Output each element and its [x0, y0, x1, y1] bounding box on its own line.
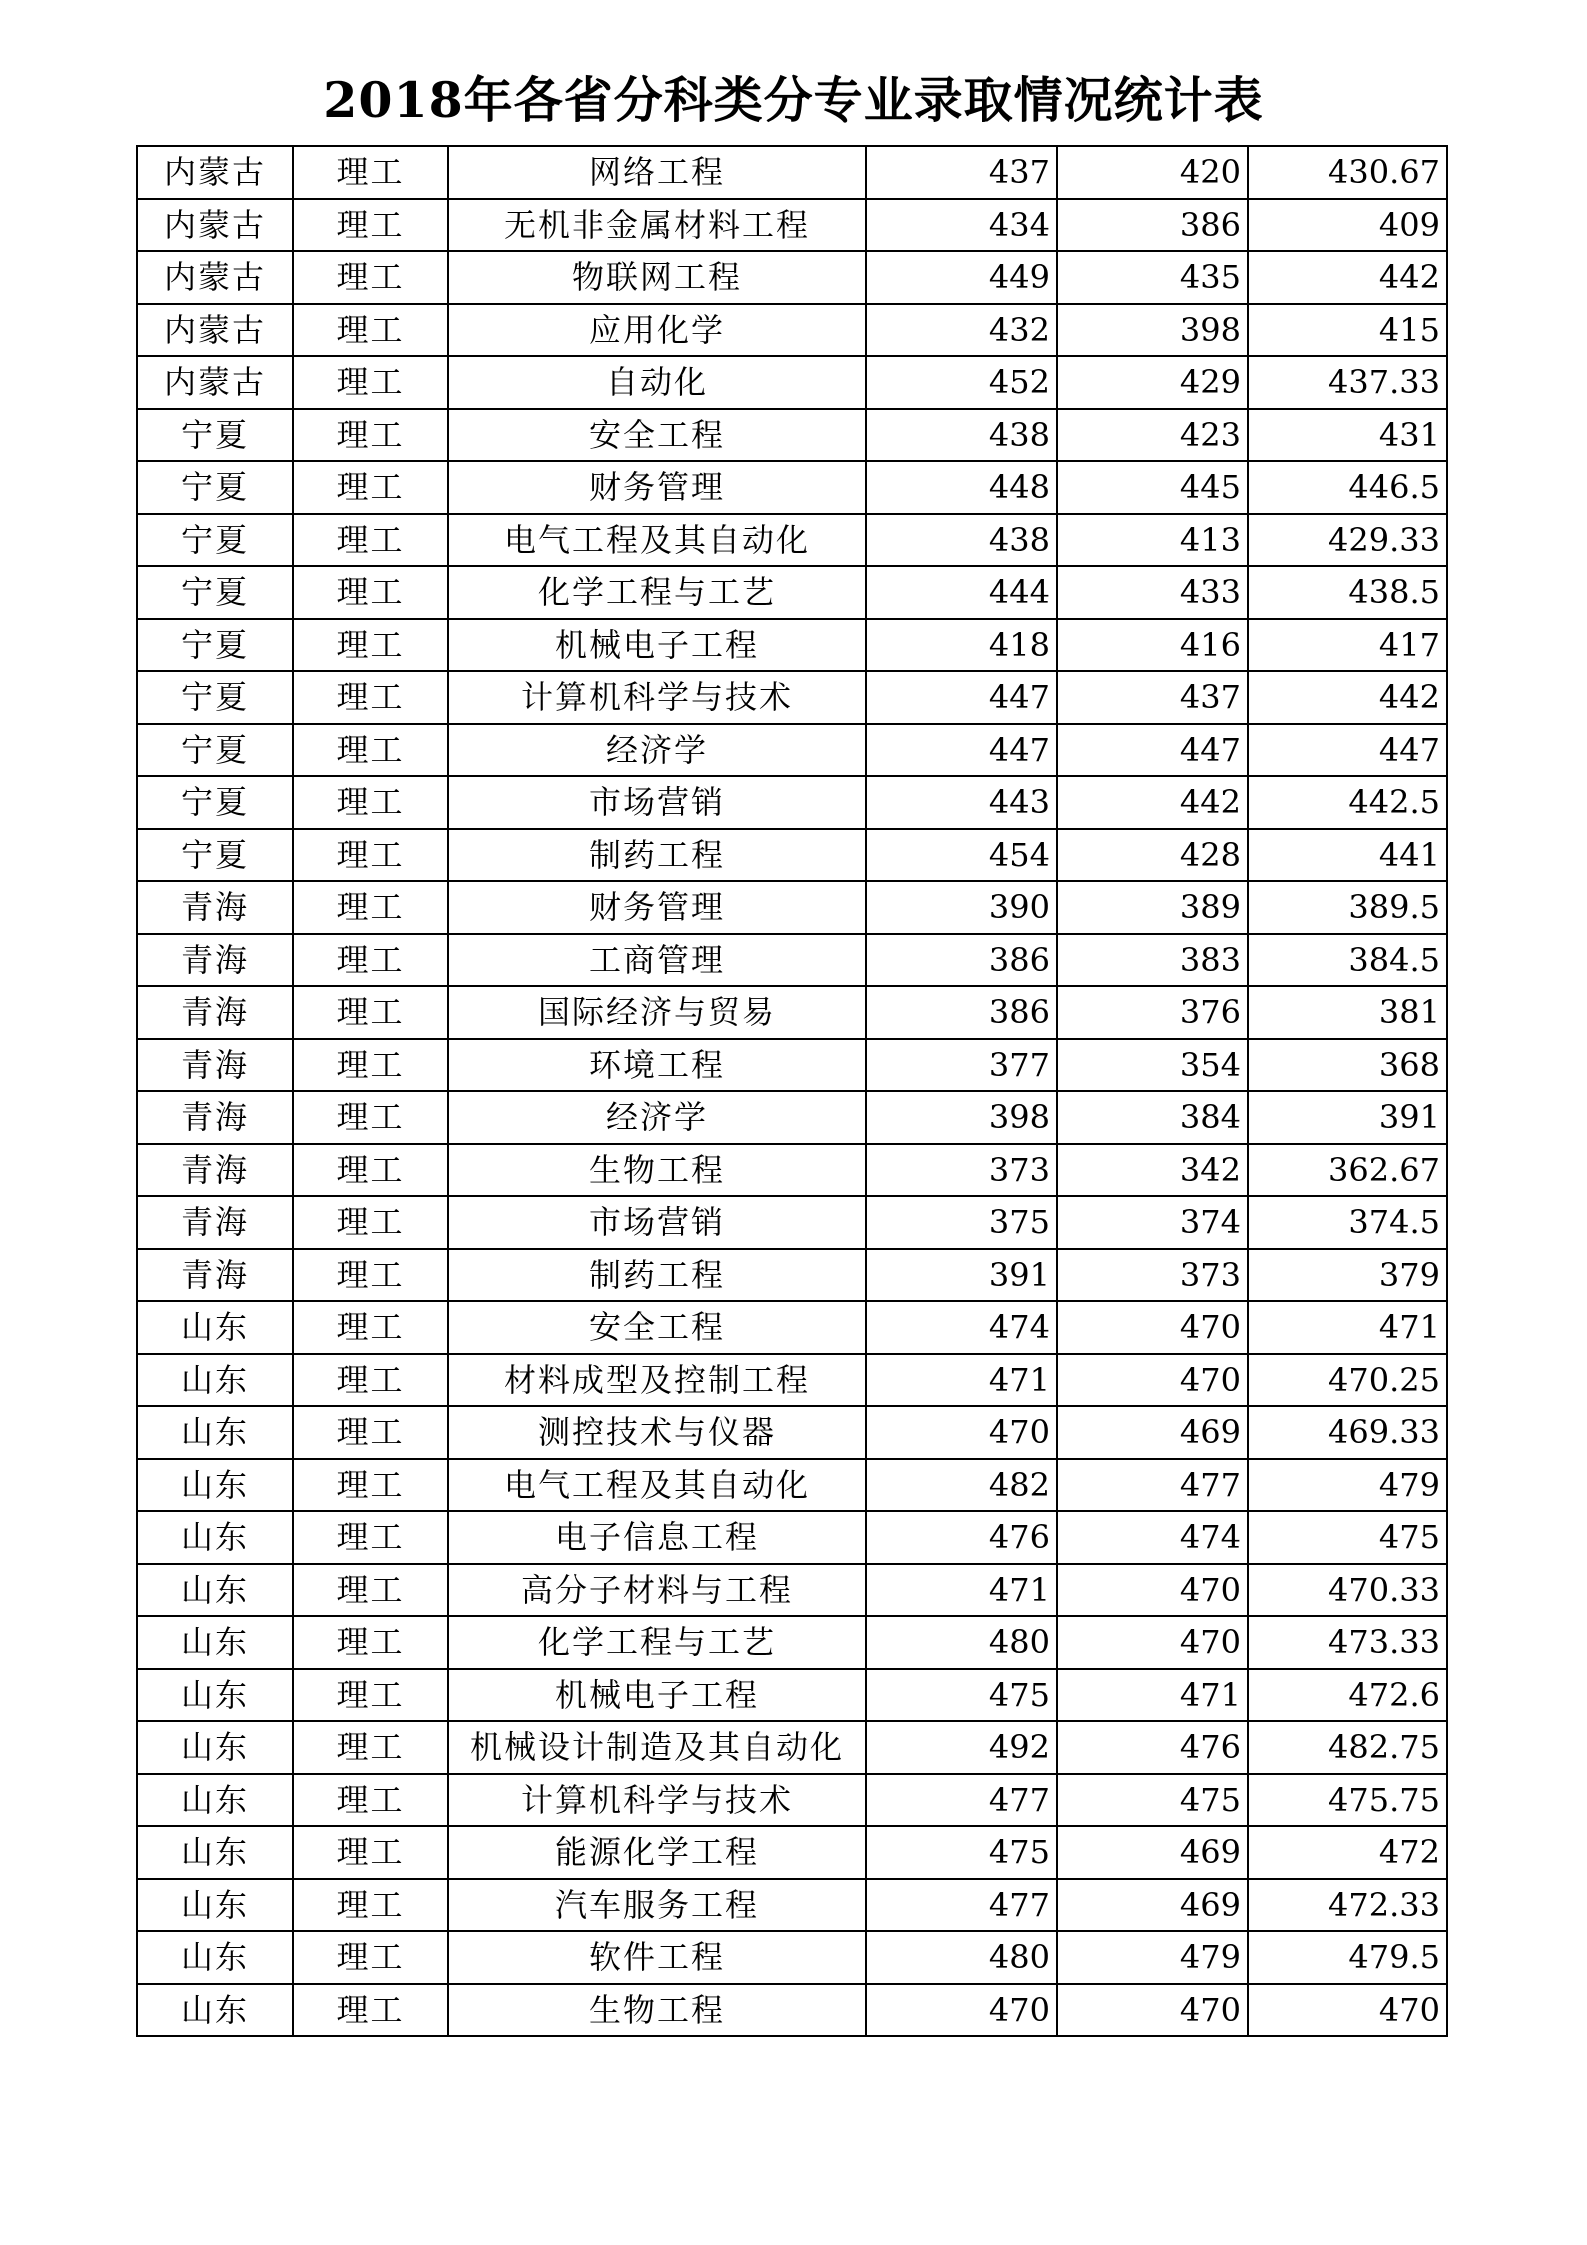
- max-score-cell: 480: [866, 1616, 1057, 1669]
- category-cell: 理工: [293, 1511, 448, 1564]
- min-score-cell: 470: [1057, 1616, 1248, 1669]
- major-cell: 安全工程: [448, 409, 866, 462]
- major-cell: 市场营销: [448, 776, 866, 829]
- avg-score-cell: 417: [1248, 619, 1447, 672]
- max-score-cell: 444: [866, 566, 1057, 619]
- major-cell: 财务管理: [448, 881, 866, 934]
- table-row: [137, 671, 1447, 724]
- category-cell: 理工: [293, 199, 448, 252]
- max-score-cell: 377: [866, 1039, 1057, 1092]
- max-score-cell: 390: [866, 881, 1057, 934]
- major-cell: 材料成型及控制工程: [448, 1354, 866, 1407]
- avg-score-cell: 469.33: [1248, 1406, 1447, 1459]
- table-row: [137, 619, 1447, 672]
- table-row: [137, 724, 1447, 777]
- avg-score-cell: 479.5: [1248, 1931, 1447, 1984]
- avg-score-cell: 447: [1248, 724, 1447, 777]
- major-cell: 环境工程: [448, 1039, 866, 1092]
- category-cell: 理工: [293, 1669, 448, 1722]
- min-score-cell: 470: [1057, 1354, 1248, 1407]
- min-score-cell: 470: [1057, 1301, 1248, 1354]
- table-row: [137, 1669, 1447, 1722]
- table-row: [137, 1039, 1447, 1092]
- table-row: [137, 1984, 1447, 2037]
- table-row: [137, 1249, 1447, 1302]
- province-cell: 山东: [137, 1879, 293, 1932]
- max-score-cell: 474: [866, 1301, 1057, 1354]
- major-cell: 财务管理: [448, 461, 866, 514]
- category-cell: 理工: [293, 1774, 448, 1827]
- max-score-cell: 448: [866, 461, 1057, 514]
- category-cell: 理工: [293, 304, 448, 357]
- major-cell: 生物工程: [448, 1984, 866, 2037]
- province-cell: 山东: [137, 1354, 293, 1407]
- min-score-cell: 479: [1057, 1931, 1248, 1984]
- table-row: [137, 514, 1447, 567]
- avg-score-cell: 430.67: [1248, 146, 1447, 199]
- avg-score-cell: 431: [1248, 409, 1447, 462]
- table-row: [137, 1879, 1447, 1932]
- province-cell: 宁夏: [137, 724, 293, 777]
- major-cell: 制药工程: [448, 829, 866, 882]
- province-cell: 宁夏: [137, 566, 293, 619]
- table-row: [137, 986, 1447, 1039]
- min-score-cell: 413: [1057, 514, 1248, 567]
- category-cell: 理工: [293, 986, 448, 1039]
- category-cell: 理工: [293, 251, 448, 304]
- avg-score-cell: 409: [1248, 199, 1447, 252]
- avg-score-cell: 472.33: [1248, 1879, 1447, 1932]
- avg-score-cell: 379: [1248, 1249, 1447, 1302]
- province-cell: 青海: [137, 1249, 293, 1302]
- max-score-cell: 470: [866, 1984, 1057, 2037]
- province-cell: 青海: [137, 1196, 293, 1249]
- avg-score-cell: 374.5: [1248, 1196, 1447, 1249]
- major-cell: 机械电子工程: [448, 1669, 866, 1722]
- major-cell: 机械电子工程: [448, 619, 866, 672]
- table-row: [137, 1511, 1447, 1564]
- table-row: [137, 1144, 1447, 1197]
- province-cell: 山东: [137, 1511, 293, 1564]
- province-cell: 内蒙古: [137, 251, 293, 304]
- major-cell: 市场营销: [448, 1196, 866, 1249]
- province-cell: 山东: [137, 1774, 293, 1827]
- category-cell: 理工: [293, 1144, 448, 1197]
- province-cell: 宁夏: [137, 671, 293, 724]
- category-cell: 理工: [293, 1459, 448, 1512]
- major-cell: 软件工程: [448, 1931, 866, 1984]
- min-score-cell: 423: [1057, 409, 1248, 462]
- category-cell: 理工: [293, 619, 448, 672]
- min-score-cell: 374: [1057, 1196, 1248, 1249]
- min-score-cell: 469: [1057, 1406, 1248, 1459]
- province-cell: 宁夏: [137, 776, 293, 829]
- major-cell: 生物工程: [448, 1144, 866, 1197]
- max-score-cell: 471: [866, 1564, 1057, 1617]
- major-cell: 计算机科学与技术: [448, 1774, 866, 1827]
- province-cell: 山东: [137, 1669, 293, 1722]
- province-cell: 宁夏: [137, 409, 293, 462]
- category-cell: 理工: [293, 881, 448, 934]
- min-score-cell: 386: [1057, 199, 1248, 252]
- table-row: [137, 829, 1447, 882]
- admission-table: [136, 145, 1448, 2037]
- min-score-cell: 398: [1057, 304, 1248, 357]
- table-row: [137, 1196, 1447, 1249]
- avg-score-cell: 442: [1248, 671, 1447, 724]
- major-cell: 电气工程及其自动化: [448, 514, 866, 567]
- avg-score-cell: 389.5: [1248, 881, 1447, 934]
- major-cell: 应用化学: [448, 304, 866, 357]
- province-cell: 内蒙古: [137, 146, 293, 199]
- province-cell: 青海: [137, 986, 293, 1039]
- category-cell: 理工: [293, 934, 448, 987]
- max-score-cell: 482: [866, 1459, 1057, 1512]
- province-cell: 青海: [137, 1144, 293, 1197]
- max-score-cell: 477: [866, 1879, 1057, 1932]
- major-cell: 计算机科学与技术: [448, 671, 866, 724]
- avg-score-cell: 475: [1248, 1511, 1447, 1564]
- table-row: [137, 1091, 1447, 1144]
- min-score-cell: 470: [1057, 1564, 1248, 1617]
- table-row: [137, 1301, 1447, 1354]
- major-cell: 汽车服务工程: [448, 1879, 866, 1932]
- province-cell: 宁夏: [137, 619, 293, 672]
- avg-score-cell: 437.33: [1248, 356, 1447, 409]
- category-cell: 理工: [293, 1301, 448, 1354]
- category-cell: 理工: [293, 514, 448, 567]
- major-cell: 经济学: [448, 724, 866, 777]
- province-cell: 山东: [137, 1984, 293, 2037]
- province-cell: 宁夏: [137, 514, 293, 567]
- max-score-cell: 477: [866, 1774, 1057, 1827]
- category-cell: 理工: [293, 1091, 448, 1144]
- category-cell: 理工: [293, 671, 448, 724]
- avg-score-cell: 470: [1248, 1984, 1447, 2037]
- table-row: [137, 1406, 1447, 1459]
- avg-score-cell: 471: [1248, 1301, 1447, 1354]
- province-cell: 内蒙古: [137, 356, 293, 409]
- max-score-cell: 475: [866, 1826, 1057, 1879]
- avg-score-cell: 479: [1248, 1459, 1447, 1512]
- min-score-cell: 416: [1057, 619, 1248, 672]
- major-cell: 国际经济与贸易: [448, 986, 866, 1039]
- table-row: [137, 1616, 1447, 1669]
- avg-score-cell: 429.33: [1248, 514, 1447, 567]
- max-score-cell: 480: [866, 1931, 1057, 1984]
- min-score-cell: 470: [1057, 1984, 1248, 2037]
- min-score-cell: 420: [1057, 146, 1248, 199]
- province-cell: 宁夏: [137, 461, 293, 514]
- category-cell: 理工: [293, 1196, 448, 1249]
- max-score-cell: 447: [866, 671, 1057, 724]
- max-score-cell: 434: [866, 199, 1057, 252]
- category-cell: 理工: [293, 356, 448, 409]
- min-score-cell: 442: [1057, 776, 1248, 829]
- province-cell: 山东: [137, 1721, 293, 1774]
- province-cell: 内蒙古: [137, 199, 293, 252]
- category-cell: 理工: [293, 1616, 448, 1669]
- min-score-cell: 354: [1057, 1039, 1248, 1092]
- min-score-cell: 469: [1057, 1826, 1248, 1879]
- category-cell: 理工: [293, 1721, 448, 1774]
- province-cell: 青海: [137, 1039, 293, 1092]
- table-row: [137, 251, 1447, 304]
- category-cell: 理工: [293, 776, 448, 829]
- major-cell: 无机非金属材料工程: [448, 199, 866, 252]
- province-cell: 青海: [137, 881, 293, 934]
- table-row: [137, 146, 1447, 199]
- min-score-cell: 474: [1057, 1511, 1248, 1564]
- category-cell: 理工: [293, 1879, 448, 1932]
- avg-score-cell: 446.5: [1248, 461, 1447, 514]
- table-row: [137, 1459, 1447, 1512]
- major-cell: 机械设计制造及其自动化: [448, 1721, 866, 1774]
- province-cell: 青海: [137, 934, 293, 987]
- max-score-cell: 449: [866, 251, 1057, 304]
- avg-score-cell: 470.33: [1248, 1564, 1447, 1617]
- max-score-cell: 386: [866, 986, 1057, 1039]
- max-score-cell: 373: [866, 1144, 1057, 1197]
- province-cell: 山东: [137, 1826, 293, 1879]
- max-score-cell: 398: [866, 1091, 1057, 1144]
- table-row: [137, 1564, 1447, 1617]
- table-row: [137, 566, 1447, 619]
- major-cell: 制药工程: [448, 1249, 866, 1302]
- max-score-cell: 386: [866, 934, 1057, 987]
- province-cell: 内蒙古: [137, 304, 293, 357]
- category-cell: 理工: [293, 566, 448, 619]
- avg-score-cell: 473.33: [1248, 1616, 1447, 1669]
- avg-score-cell: 368: [1248, 1039, 1447, 1092]
- avg-score-cell: 441: [1248, 829, 1447, 882]
- category-cell: 理工: [293, 1564, 448, 1617]
- table-row: [137, 1774, 1447, 1827]
- table-row: [137, 881, 1447, 934]
- min-score-cell: 428: [1057, 829, 1248, 882]
- max-score-cell: 476: [866, 1511, 1057, 1564]
- table-row: [137, 1931, 1447, 1984]
- major-cell: 化学工程与工艺: [448, 566, 866, 619]
- province-cell: 山东: [137, 1564, 293, 1617]
- province-cell: 山东: [137, 1459, 293, 1512]
- major-cell: 物联网工程: [448, 251, 866, 304]
- min-score-cell: 429: [1057, 356, 1248, 409]
- category-cell: 理工: [293, 1406, 448, 1459]
- category-cell: 理工: [293, 1249, 448, 1302]
- avg-score-cell: 442: [1248, 251, 1447, 304]
- min-score-cell: 476: [1057, 1721, 1248, 1774]
- province-cell: 青海: [137, 1091, 293, 1144]
- category-cell: 理工: [293, 461, 448, 514]
- min-score-cell: 373: [1057, 1249, 1248, 1302]
- major-cell: 网络工程: [448, 146, 866, 199]
- min-score-cell: 383: [1057, 934, 1248, 987]
- table-row: [137, 461, 1447, 514]
- major-cell: 电子信息工程: [448, 1511, 866, 1564]
- table-row: [137, 1354, 1447, 1407]
- min-score-cell: 435: [1057, 251, 1248, 304]
- table-row: [137, 934, 1447, 987]
- major-cell: 电气工程及其自动化: [448, 1459, 866, 1512]
- province-cell: 山东: [137, 1301, 293, 1354]
- avg-score-cell: 384.5: [1248, 934, 1447, 987]
- min-score-cell: 447: [1057, 724, 1248, 777]
- min-score-cell: 433: [1057, 566, 1248, 619]
- province-cell: 宁夏: [137, 829, 293, 882]
- major-cell: 自动化: [448, 356, 866, 409]
- category-cell: 理工: [293, 1039, 448, 1092]
- page-title: 2018年各省分科类分专业录取情况统计表: [323, 71, 1264, 129]
- max-score-cell: 471: [866, 1354, 1057, 1407]
- avg-score-cell: 442.5: [1248, 776, 1447, 829]
- min-score-cell: 445: [1057, 461, 1248, 514]
- avg-score-cell: 475.75: [1248, 1774, 1447, 1827]
- min-score-cell: 389: [1057, 881, 1248, 934]
- table-row: [137, 409, 1447, 462]
- max-score-cell: 418: [866, 619, 1057, 672]
- max-score-cell: 475: [866, 1669, 1057, 1722]
- table-body: [137, 146, 1447, 2036]
- table-row: [137, 199, 1447, 252]
- avg-score-cell: 472: [1248, 1826, 1447, 1879]
- table-row: [137, 1826, 1447, 1879]
- max-score-cell: 438: [866, 409, 1057, 462]
- min-score-cell: 342: [1057, 1144, 1248, 1197]
- max-score-cell: 438: [866, 514, 1057, 567]
- min-score-cell: 384: [1057, 1091, 1248, 1144]
- category-cell: 理工: [293, 1984, 448, 2037]
- avg-score-cell: 362.67: [1248, 1144, 1447, 1197]
- avg-score-cell: 470.25: [1248, 1354, 1447, 1407]
- major-cell: 高分子材料与工程: [448, 1564, 866, 1617]
- table-row: [137, 356, 1447, 409]
- max-score-cell: 443: [866, 776, 1057, 829]
- table-row: [137, 776, 1447, 829]
- category-cell: 理工: [293, 1354, 448, 1407]
- min-score-cell: 376: [1057, 986, 1248, 1039]
- category-cell: 理工: [293, 1931, 448, 1984]
- category-cell: 理工: [293, 829, 448, 882]
- major-cell: 安全工程: [448, 1301, 866, 1354]
- max-score-cell: 452: [866, 356, 1057, 409]
- major-cell: 化学工程与工艺: [448, 1616, 866, 1669]
- table-row: [137, 304, 1447, 357]
- max-score-cell: 437: [866, 146, 1057, 199]
- min-score-cell: 475: [1057, 1774, 1248, 1827]
- avg-score-cell: 482.75: [1248, 1721, 1447, 1774]
- max-score-cell: 470: [866, 1406, 1057, 1459]
- max-score-cell: 375: [866, 1196, 1057, 1249]
- province-cell: 山东: [137, 1406, 293, 1459]
- category-cell: 理工: [293, 1826, 448, 1879]
- max-score-cell: 391: [866, 1249, 1057, 1302]
- min-score-cell: 469: [1057, 1879, 1248, 1932]
- table-row: [137, 1721, 1447, 1774]
- max-score-cell: 432: [866, 304, 1057, 357]
- avg-score-cell: 391: [1248, 1091, 1447, 1144]
- avg-score-cell: 381: [1248, 986, 1447, 1039]
- major-cell: 工商管理: [448, 934, 866, 987]
- major-cell: 测控技术与仪器: [448, 1406, 866, 1459]
- max-score-cell: 454: [866, 829, 1057, 882]
- category-cell: 理工: [293, 146, 448, 199]
- avg-score-cell: 472.6: [1248, 1669, 1447, 1722]
- major-cell: 经济学: [448, 1091, 866, 1144]
- min-score-cell: 477: [1057, 1459, 1248, 1512]
- province-cell: 山东: [137, 1931, 293, 1984]
- max-score-cell: 447: [866, 724, 1057, 777]
- min-score-cell: 437: [1057, 671, 1248, 724]
- category-cell: 理工: [293, 724, 448, 777]
- category-cell: 理工: [293, 409, 448, 462]
- avg-score-cell: 415: [1248, 304, 1447, 357]
- min-score-cell: 471: [1057, 1669, 1248, 1722]
- major-cell: 能源化学工程: [448, 1826, 866, 1879]
- max-score-cell: 492: [866, 1721, 1057, 1774]
- avg-score-cell: 438.5: [1248, 566, 1447, 619]
- province-cell: 山东: [137, 1616, 293, 1669]
